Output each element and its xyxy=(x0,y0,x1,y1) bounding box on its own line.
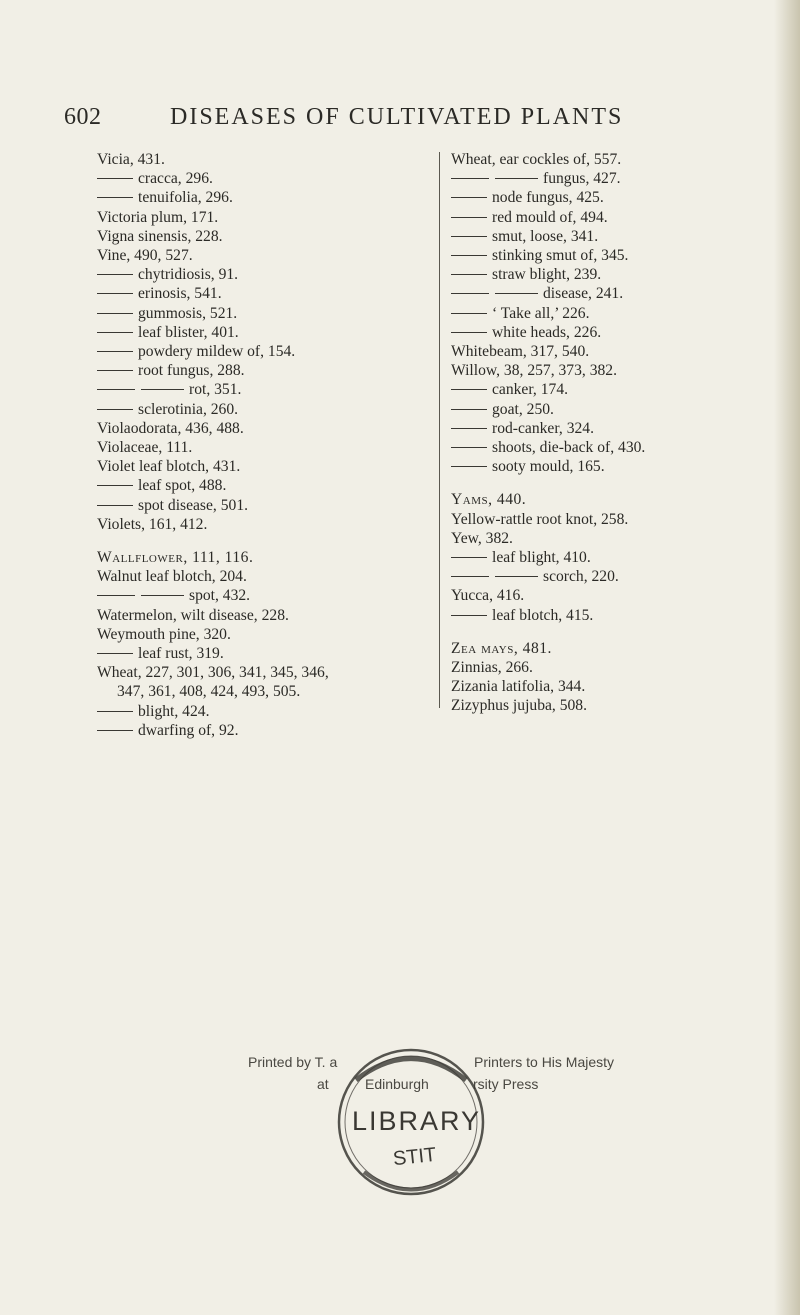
index-entry xyxy=(97,625,432,644)
index-entry-text: Vine, 490, 527. xyxy=(97,247,193,265)
index-entry xyxy=(451,677,761,696)
index-entry xyxy=(451,342,761,361)
index-entry-text: Violets, 161, 412. xyxy=(97,515,208,533)
index-column-right xyxy=(451,150,761,716)
index-entry-text: white heads, 226. xyxy=(492,323,602,341)
index-entry xyxy=(451,227,761,246)
index-entry-text: leaf blotch, 415. xyxy=(492,606,594,624)
index-entry xyxy=(97,515,432,534)
index-entry-text: rod-canker, 324. xyxy=(492,419,594,437)
index-entry-text: chytridiosis, 91. xyxy=(138,266,239,284)
index-entry xyxy=(451,208,761,227)
index-entry xyxy=(97,702,432,721)
index-entry-text: Willow, 38, 257, 373, 382. xyxy=(451,362,617,380)
index-entry-text: leaf blister, 401. xyxy=(138,323,239,341)
index-entry-text: rot, 351. xyxy=(189,381,242,399)
index-entry xyxy=(451,457,761,476)
page-header xyxy=(64,104,674,138)
index-entry xyxy=(97,265,432,284)
index-entry-text: Zea mays, 481. xyxy=(451,639,552,657)
index-entry xyxy=(451,361,761,380)
index-entry-text: root fungus, 288. xyxy=(138,362,245,380)
index-entry xyxy=(451,150,761,169)
index-entry-text: fungus, 427. xyxy=(543,170,621,188)
index-entry xyxy=(451,567,761,586)
index-entry xyxy=(451,400,761,419)
index-entry xyxy=(97,208,432,227)
index-entry xyxy=(451,529,761,548)
index-entry-text: shoots, die-back of, 430. xyxy=(492,439,646,457)
index-entry xyxy=(97,188,432,207)
index-entry xyxy=(451,246,761,265)
index-entry-text: node fungus, 425. xyxy=(492,189,604,207)
index-entry-text: Victoria plum, 171. xyxy=(97,208,219,226)
index-entry-text: leaf blight, 410. xyxy=(492,549,591,567)
index-entry xyxy=(451,265,761,284)
index-entry-text: 347, 361, 408, 424, 493, 505. xyxy=(117,683,301,701)
index-entry xyxy=(97,380,432,399)
index-entry xyxy=(451,586,761,605)
index-entry-text: smut, loose, 341. xyxy=(492,227,599,245)
index-entry xyxy=(97,284,432,303)
index-entry-text: dwarfing of, 92. xyxy=(138,721,239,739)
index-entry-text: erinosis, 541. xyxy=(138,285,222,303)
index-entry-text: Zizania latifolia, 344. xyxy=(451,678,586,696)
index-entry xyxy=(97,419,432,438)
index-entry-text: Weymouth pine, 320. xyxy=(97,625,231,643)
index-entry xyxy=(451,380,761,399)
index-entry xyxy=(451,606,761,625)
index-entry xyxy=(451,490,761,509)
index-entry-text: spot, 432. xyxy=(189,587,251,605)
index-entry-text: disease, 241. xyxy=(543,285,624,303)
index-entry xyxy=(97,548,432,567)
index-entry xyxy=(451,284,761,303)
index-entry-text: Wheat, 227, 301, 306, 341, 345, 346, xyxy=(97,664,329,682)
index-column-left xyxy=(97,150,432,740)
index-entry-text: powdery mildew of, 154. xyxy=(138,343,296,361)
index-entry xyxy=(97,721,432,740)
index-entry xyxy=(97,246,432,265)
index-entry-text: Vigna sinensis, 228. xyxy=(97,227,223,245)
index-entry-text: Yams, 440. xyxy=(451,491,527,509)
index-entry xyxy=(97,169,432,188)
index-entry-text: Vicia, 431. xyxy=(97,151,165,168)
index-entry-text: sclerotinia, 260. xyxy=(138,400,239,418)
index-entry-text: Violaceae, 111. xyxy=(97,439,193,457)
index-entry xyxy=(451,169,761,188)
index-entry-text: Wheat, ear cockles of, 557. xyxy=(451,151,622,168)
index-entry xyxy=(97,304,432,323)
index-entry-text: Wallflower, 111, 116. xyxy=(97,549,254,567)
printer-line-2-right: rsity Press xyxy=(473,1076,539,1092)
printer-line-2-left: at xyxy=(317,1076,329,1092)
stamp-bottom-text: STIT xyxy=(391,1143,438,1171)
index-entry xyxy=(451,188,761,207)
index-entry xyxy=(97,586,432,605)
index-entry xyxy=(97,682,432,701)
index-entry-text: Yew, 382. xyxy=(451,529,513,547)
index-entry xyxy=(97,644,432,663)
index-entry-text: Zinnias, 266. xyxy=(451,659,533,677)
index-entry xyxy=(97,342,432,361)
index-entry-text: Watermelon, wilt disease, 228. xyxy=(97,606,289,624)
index-entry xyxy=(97,476,432,495)
index-entry-text: cracca, 296. xyxy=(138,170,213,188)
index-entry-text: straw blight, 239. xyxy=(492,266,602,284)
index-entry xyxy=(97,438,432,457)
printer-city: Edinburgh xyxy=(365,1076,429,1092)
page-number: 602 xyxy=(64,104,102,130)
index-entry xyxy=(97,150,432,169)
index-entry-text: tenuifolia, 296. xyxy=(138,189,233,207)
index-entry xyxy=(97,496,432,515)
index-entry xyxy=(451,323,761,342)
index-entry xyxy=(451,639,761,658)
index-entry xyxy=(451,438,761,457)
index-entry xyxy=(97,400,432,419)
index-entry-text: Walnut leaf blotch, 204. xyxy=(97,568,247,586)
printer-line-1-left: Printed by T. a xyxy=(248,1054,338,1070)
index-entry xyxy=(97,663,432,682)
index-entry xyxy=(97,227,432,246)
printer-imprint xyxy=(0,1054,800,1204)
index-entry-text: scorch, 220. xyxy=(543,568,619,586)
index-entry-text: spot disease, 501. xyxy=(138,496,249,514)
index-entry-text: ‘ Take all,’ 226. xyxy=(492,304,590,322)
index-entry xyxy=(97,361,432,380)
index-entry xyxy=(451,696,761,715)
index-entry-text: goat, 250. xyxy=(492,400,554,418)
index-entry xyxy=(451,419,761,438)
index-entry xyxy=(451,510,761,529)
index-entry-text: sooty mould, 165. xyxy=(492,458,605,476)
index-entry-text: gummosis, 521. xyxy=(138,304,238,322)
printer-line-1-right: Printers to His Majesty xyxy=(474,1054,615,1070)
index-entry xyxy=(97,323,432,342)
column-divider xyxy=(439,152,440,708)
index-entry xyxy=(451,548,761,567)
index-entry-text: Zizyphus jujuba, 508. xyxy=(451,697,587,715)
stamp-library-text: LIBRARY xyxy=(352,1106,482,1136)
index-entry xyxy=(97,567,432,586)
index-entry-text: Whitebeam, 317, 540. xyxy=(451,343,590,361)
index-entry-text: Yellow-rattle root knot, 258. xyxy=(451,510,629,528)
index-entry xyxy=(451,304,761,323)
index-entry-text: leaf rust, 319. xyxy=(138,645,224,663)
index-entry-text: Violet leaf blotch, 431. xyxy=(97,458,241,476)
index-entry-text: canker, 174. xyxy=(492,381,569,399)
running-title: DISEASES OF CULTIVATED PLANTS xyxy=(170,104,624,130)
index-entry-text: red mould of, 494. xyxy=(492,208,608,226)
index-entry-text: stinking smut of, 345. xyxy=(492,247,629,265)
index-entry xyxy=(97,457,432,476)
index-entry-text: Violaodorata, 436, 488. xyxy=(97,419,244,437)
index-entry-text: Yucca, 416. xyxy=(451,587,525,605)
index-entry-text: leaf spot, 488. xyxy=(138,477,227,495)
index-entry-text: blight, 424. xyxy=(138,702,210,720)
index-entry xyxy=(97,606,432,625)
index-entry xyxy=(451,658,761,677)
